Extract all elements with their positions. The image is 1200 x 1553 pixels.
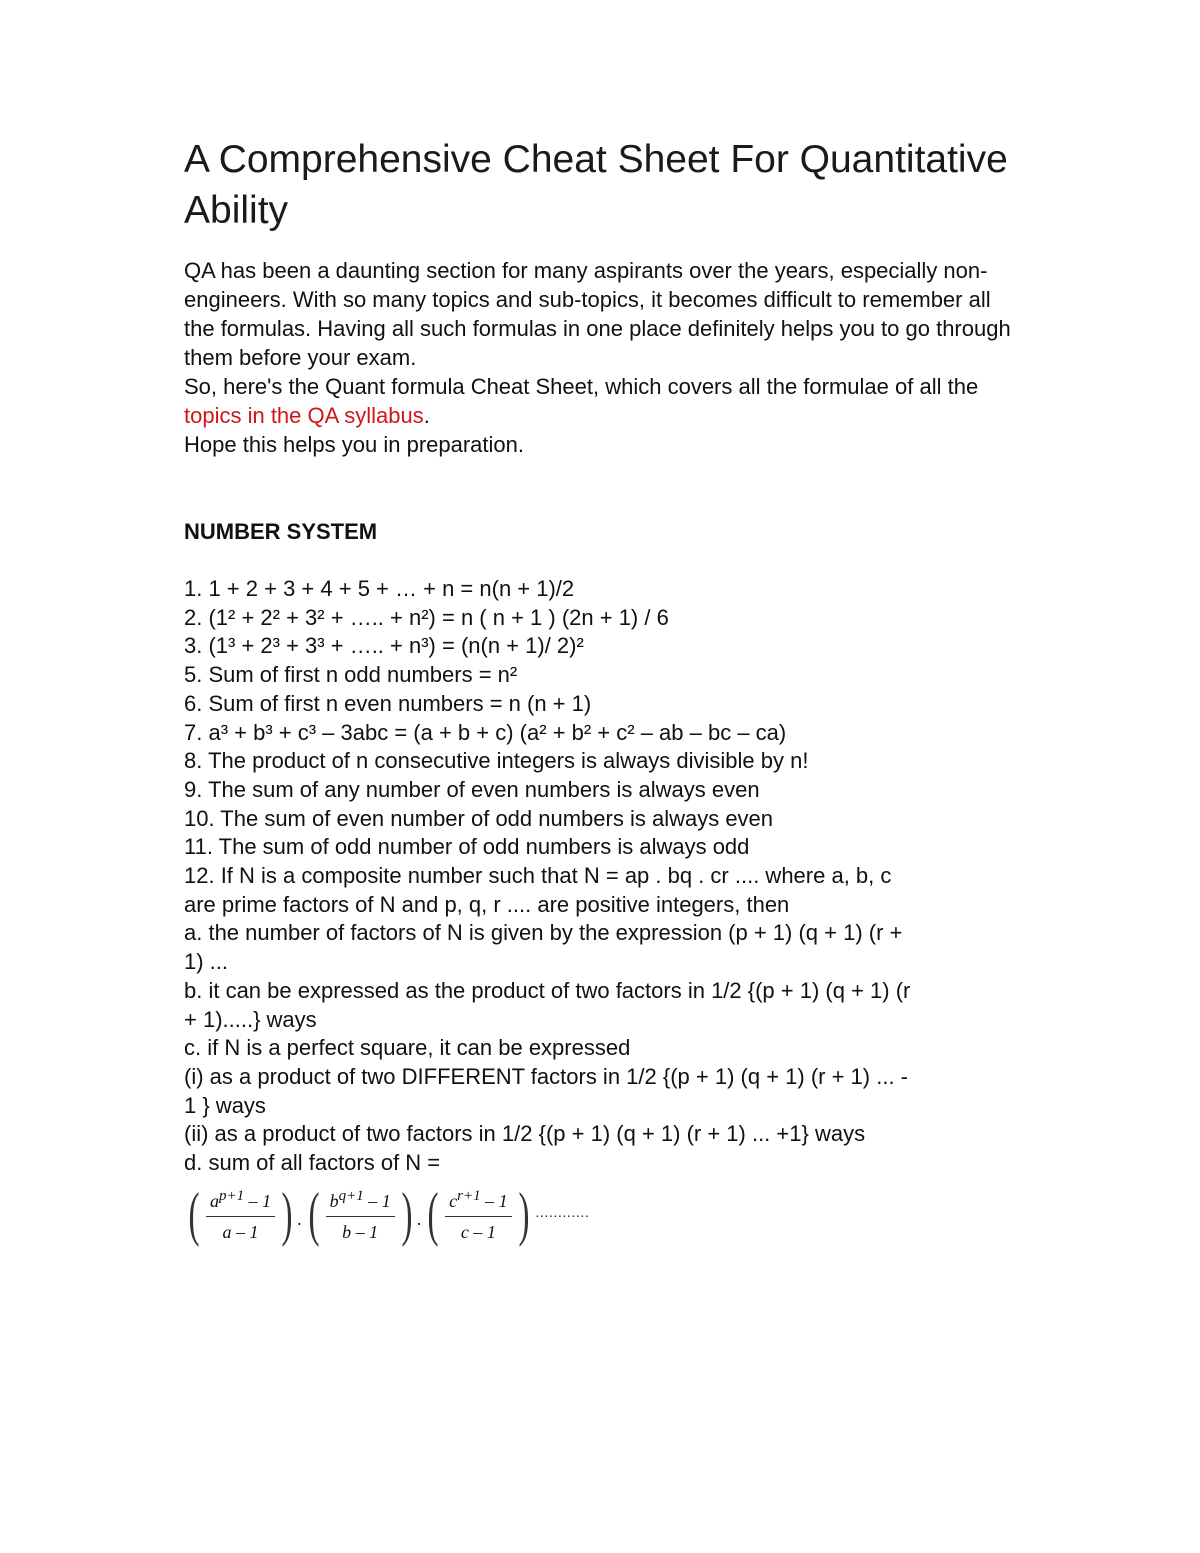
intro-paragraph-3: Hope this helps you in preparation. [184,432,524,457]
list-item: + 1).....} ways [184,1006,317,1032]
list-item: 1 } ways [184,1092,266,1118]
list-item: d. sum of all factors of N = [184,1150,441,1176]
left-paren: ( [188,1180,200,1247]
list-item: 7. a³ + b³ + c³ – 3abc = (a + b + c) (a² + b² + c² – ab – bc – ca) [184,719,787,745]
list-item: 6. Sum of first n even numbers = n (n + 1) [184,690,592,716]
fraction-term-c [423,1182,533,1246]
document-page [184,134,1024,1246]
continuation-dots: ............ [535,1205,590,1221]
list-item: a. the number of factors of N is given by the expression (p + 1) (q + 1) (r + [184,920,903,946]
multiply-dot: . [416,1208,422,1229]
list-item: b. it can be expressed as the product of two factors in 1/2 {(p + 1) (q + 1) (r [184,977,911,1003]
list-item: 9. The sum of any number of even numbers is always even [184,776,760,802]
denominator: b – 1 [342,1221,379,1242]
denominator: c – 1 [460,1221,496,1242]
formula-list [184,575,1024,1178]
list-item: c. if N is a perfect square, it can be expressed [184,1035,631,1061]
fraction [204,1182,277,1246]
intro-paragraph-1: QA has been a daunting section for many aspirants over the years, especially non-engineers. With so many topics and sub-topics, it becomes difficult to remember all the formulas. Having all such formulas in one place definitely helps you to go through them before your exam. [184,258,1011,370]
list-item: 1) ... [184,949,229,975]
right-paren: ) [518,1180,530,1247]
numerator: $b^{q+1} - 1$ [326,1185,395,1217]
fraction [324,1182,397,1246]
intro-text: So, here's the Quant formula Cheat Sheet, which covers all the formulae of all the [184,374,979,399]
sum-of-factors-formula [184,1182,1024,1246]
fraction-term-a [184,1182,297,1246]
list-item: (i) as a product of two DIFFERENT factors in 1/2 {(p + 1) (q + 1) (r + 1) ... - [184,1063,909,1089]
list-item: 10. The sum of even number of odd numbers is always even [184,805,774,831]
left-paren: ( [427,1180,439,1247]
fraction-term-b [304,1182,417,1246]
list-item: 1. 1 + 2 + 3 + 4 + 5 + … + n = n(n + 1)/2 [184,576,575,601]
page-title: A Comprehensive Cheat Sheet For Quantitative Ability [184,138,1008,232]
list-item: 2. (1² + 2² + 3² + ….. + n²) = n ( n + 1 ) (2n + 1) / 6 [184,604,669,630]
list-item: are prime factors of N and p, q, r .... are positive integers, then [184,891,790,917]
intro-period: . [423,403,430,428]
list-item: (ii) as a product of two factors in 1/2 {(p + 1) (q + 1) (r + 1) ... +1} ways [184,1121,866,1147]
right-paren: ) [401,1180,413,1247]
left-paren: ( [308,1180,320,1247]
list-item: 3. (1³ + 2³ + 3³ + ….. + n³) = (n(n + 1)/ 2)² [184,633,584,659]
list-item: 5. Sum of first n odd numbers = n² [184,662,518,688]
denominator: a – 1 [222,1221,259,1242]
right-paren: ) [281,1180,293,1247]
syllabus-link[interactable]: topics in the QA syllabus [184,403,424,428]
numerator: $c^{r+1} - 1$ [445,1185,511,1217]
list-item: 12. If N is a composite number such that N = ap . bq . cr .... where a, b, c [184,863,892,889]
numerator: $a^{p+1} - 1$ [206,1185,275,1217]
list-item: 11. The sum of odd number of odd numbers is always odd [184,834,750,860]
intro-paragraph-2 [184,372,1024,430]
fraction [443,1182,513,1246]
section-heading: NUMBER SYSTEM [184,519,378,544]
multiply-dot: . [297,1208,302,1229]
list-item: 8. The product of n consecutive integers is always divisible by n! [184,748,809,774]
